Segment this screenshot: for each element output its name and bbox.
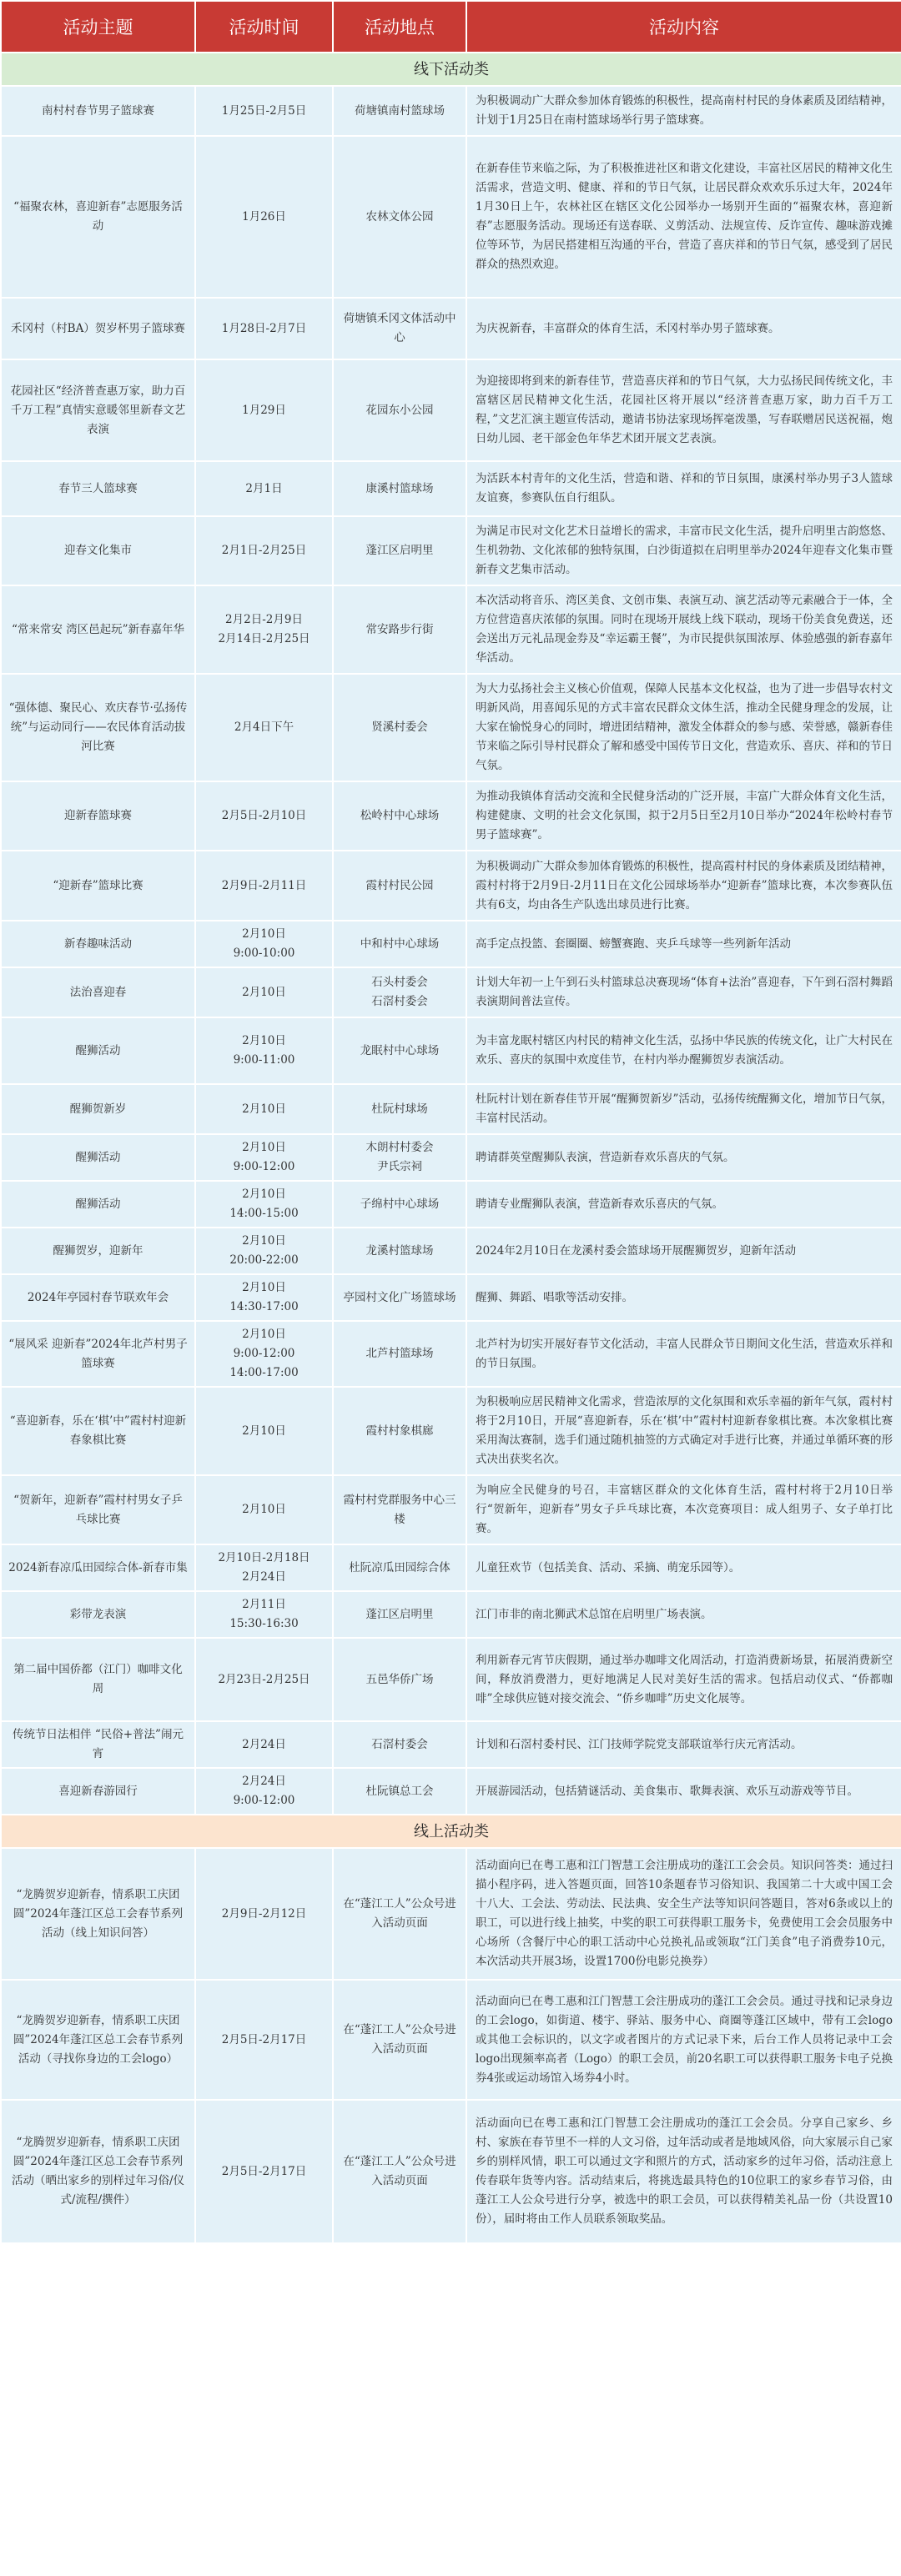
table-row [1,516,901,585]
activity-place: 木朗村村委会 尹氏宗祠 [333,1134,466,1181]
activity-place: 霞村村党群服务中心三楼 [333,1475,466,1544]
activity-content: 为积极响应居民精神文化需求，营造浓厚的文化氛围和欢乐幸福的新年气氛，霞村村将于2月10日，开展“喜迎新春，乐在‘棋’中”霞村村迎新春象棋比赛。本次象棋比赛采用淘汰赛制，选手们通过随机抽签的方式确定对手进行比赛，并通过单循环赛的形式决出获奖名次。 [466,1387,901,1475]
activity-content: 为积极调动广大群众参加体育锻炼的积极性，提高霞村村民的身体素质及团结精神，霞村村将于2月9日-2月11日在文化公园球场举办“迎新春”篮球比赛，本次参赛队伍共有6支，均由各生产队选出球员进行比赛。 [466,851,901,921]
activity-theme: 法治喜迎春 [1,967,195,1017]
activity-theme: 第二届中国侨都（江门）咖啡文化周 [1,1638,195,1721]
activity-time: 2月4日下午 [195,674,333,781]
activity-theme: “龙腾贺岁迎新春，情系职工庆团圆”2024年蓬江区总工会春节系列活动（晒出家乡的别样过年习俗/仪式/流程/撰件） [1,2100,195,2243]
activity-theme: 2024年亭园村春节联欢年会 [1,1274,195,1321]
table-row [1,1768,901,1815]
activity-place: 子绵村中心球场 [333,1181,466,1228]
activity-place: 亭园村文化广场篮球场 [333,1274,466,1321]
activity-content: 杜阮村计划在新春佳节开展“醒狮贺新岁”活动，弘扬传统醒狮文化，增加节日气氛，丰富村民活动。 [466,1084,901,1134]
activity-time: 2月24日 [195,1721,333,1768]
activity-time: 1月25日-2月5日 [195,86,333,136]
activity-time: 1月29日 [195,359,333,461]
category-row [1,1815,901,1848]
activity-place: 蓬江区启明里 [333,516,466,585]
table-row [1,1017,901,1084]
activity-theme: “福聚农林，喜迎新春”志愿服务活动 [1,136,195,298]
activity-place: 农林文体公园 [333,136,466,298]
category-title: 线下活动类 [1,53,901,86]
activity-content: 聘请群英堂醒狮队表演，营造新春欢乐喜庆的气氛。 [466,1134,901,1181]
activity-time: 2月1日-2月25日 [195,516,333,585]
activity-content: 活动面向已在粤工惠和江门智慧工会注册成功的蓬江工会会员。通过寻找和记录身边的工会logo，如街道、楼宇、驿站、服务中心、商圈等蓬江区域中，带有工会logo或其他工会标识的，以文字或者图片的方式记录下来，后台工作人员将记录中工会logo出现频率高者（Logo）的职工会员，前20名职工可以获得职工服务卡电子兑换券4张或运动场馆入场券4小时。 [466,1980,901,2100]
activity-time: 1月26日 [195,136,333,298]
activity-place: 在“蓬江工人”公众号进入活动页面 [333,1848,466,1980]
activity-theme: 醒狮活动 [1,1181,195,1228]
activity-time: 2月10日 [195,967,333,1017]
table-row [1,1387,901,1475]
activity-theme: 禾冈村（村BA）贺岁杯男子篮球赛 [1,298,195,359]
table-row [1,1980,901,2100]
activity-place: 常安路步行街 [333,585,466,674]
activity-theme: 花园社区“经济普查惠万家，助力百千万工程”真情实意暖邻里新春文艺表演 [1,359,195,461]
activity-theme: “龙腾贺岁迎新春，情系职工庆团圆”2024年蓬江区总工会春节系列活动（线上知识问答） [1,1848,195,1980]
activity-theme: 迎新春篮球赛 [1,781,195,851]
table-row [1,1228,901,1274]
activity-content: 聘请专业醒狮队表演，营造新春欢乐喜庆的气氛。 [466,1181,901,1228]
category-row [1,53,901,86]
activity-time: 2月10日 [195,1387,333,1475]
table-row [1,674,901,781]
activity-place: 荷塘镇禾冈文体活动中心 [333,298,466,359]
activity-time: 2月2日-2月9日 2月14日-2月25日 [195,585,333,674]
activity-time: 2月10日-2月18日 2月24日 [195,1544,333,1591]
activity-theme: “迎新春”篮球比赛 [1,851,195,921]
activity-place: 霞村村象棋廊 [333,1387,466,1475]
header-time: 活动时间 [195,1,333,53]
activity-content: 2024年2月10日在龙溪村委会篮球场开展醒狮贺岁，迎新年活动 [466,1228,901,1274]
activity-time: 1月28日-2月7日 [195,298,333,359]
activity-theme: “龙腾贺岁迎新春，情系职工庆团圆”2024年蓬江区总工会春节系列活动（寻找你身边的工会logo） [1,1980,195,2100]
activity-time: 2月1日 [195,461,333,516]
activity-theme: “贺新年，迎新春”霞村村男女子乒乓球比赛 [1,1475,195,1544]
table-row [1,1084,901,1134]
activity-theme: “喜迎新春，乐在‘棋’中”霞村村迎新春象棋比赛 [1,1387,195,1475]
table-row [1,298,901,359]
activity-place: 花园东小公园 [333,359,466,461]
activity-place: 杜阮镇总工会 [333,1768,466,1815]
activity-time: 2月10日 14:00-15:00 [195,1181,333,1228]
activity-theme: 醒狮贺岁，迎新年 [1,1228,195,1274]
activity-content: 为迎接即将到来的新春佳节，营造喜庆祥和的节日气氛，大力弘扬民间传统文化，丰富辖区居民精神文化生活，花园社区将开展以“经济普查惠万家，助力百千万工程，”文艺汇演主题宣传活动，邀请书协法家现场挥毫泼墨，写春联赠居民送祝福，炮日幼儿园、老干部金色年华艺术团开展文艺表演。 [466,359,901,461]
table-row [1,359,901,461]
table-row [1,2100,901,2243]
header-content: 活动内容 [466,1,901,53]
activity-time: 2月10日 9:00-11:00 [195,1017,333,1084]
activity-theme: 彩带龙表演 [1,1591,195,1638]
activity-place: 石滘村委会 [333,1721,466,1768]
activity-place: 在“蓬江工人”公众号进入活动页面 [333,2100,466,2243]
activity-place: 松岭村中心球场 [333,781,466,851]
activity-content: 活动面向已在粤工惠和江门智慧工会注册成功的蓬江工会会员。知识问答类：通过扫描小程序码，进入答题页面，回答10条题春节习俗知识、我国第二十大或中国工会十八大、工会法、劳动法、民法典、安全生产法等知识问答题目，答对6条或以上的职工，可以进行线上抽奖，中奖的职工可获得职工服务卡，免费使用工会会员服务中心场所（含餐厅中心的职工活动中心兑换礼品或领取“江门美食”电子消费券10元，本次活动共开展3场，设置1700份电影兑换券） [466,1848,901,1980]
activity-content: 为庆祝新春，丰富群众的体育生活，禾冈村举办男子篮球赛。 [466,298,901,359]
table-row [1,461,901,516]
activity-time: 2月9日-2月12日 [195,1848,333,1980]
activity-time: 2月10日 9:00-12:00 [195,1134,333,1181]
table-row [1,1134,901,1181]
table-row [1,585,901,674]
activity-place: 龙眠村中心球场 [333,1017,466,1084]
table-row [1,1321,901,1387]
activity-time: 2月5日-2月10日 [195,781,333,851]
table-header-row [1,1,901,53]
activity-place: 康溪村篮球场 [333,461,466,516]
activity-theme: 醒狮贺新岁 [1,1084,195,1134]
activity-theme: 迎春文化集市 [1,516,195,585]
activity-theme: 南村村春节男子篮球赛 [1,86,195,136]
activity-time: 2月5日-2月17日 [195,1980,333,2100]
table-row [1,1591,901,1638]
activity-theme: 2024新春凉瓜田园综合体-新春市集 [1,1544,195,1591]
activity-theme: 传统节日法相伴 “民俗+普法”闹元宵 [1,1721,195,1768]
activity-theme: “展风采 迎新春”2024年北芦村男子篮球赛 [1,1321,195,1387]
activity-content: 开展游园活动，包括猜谜活动、美食集市、歌舞表演、欢乐互动游戏等节目。 [466,1768,901,1815]
table-row [1,851,901,921]
activity-place: 龙溪村篮球场 [333,1228,466,1274]
activity-theme: 新春趣味活动 [1,921,195,967]
activity-content: 为响应全民健身的号召，丰富辖区群众的文化体育生活，霞村村将于2月10日举行“贺新年，迎新春”男女子乒乓球比赛，本次竞赛项目：成人组男子、女子单打比赛。 [466,1475,901,1544]
table-row [1,86,901,136]
activity-content: 为大力弘扬社会主义核心价值观，保障人民基本文化权益，也为了进一步倡导农村文明新风尚，用喜闻乐见的方式丰富农民群众文体生活，推动全民健身理念的发展，让大家在愉悦身心的同时，增进团结精神，激发全体群众的参与感、荣誉感，赣新春佳节来临之际引导村民群众了解和感受中国传节日文化，营造欢乐、喜庆、祥和的节日气氛。 [466,674,901,781]
activity-time: 2月10日 [195,1475,333,1544]
activity-place: 在“蓬江工人”公众号进入活动页面 [333,1980,466,2100]
activity-content: 为丰富龙眠村辖区内村民的精神文化生活，弘扬中华民族的传统文化，让广大村民在欢乐、喜庆的氛围中欢度佳节，在村内举办醒狮贺岁表演活动。 [466,1017,901,1084]
activity-content: 北芦村为切实开展好春节文化活动，丰富人民群众节日期间文化生活，营造欢乐祥和的节日氛围。 [466,1321,901,1387]
table-row [1,781,901,851]
activity-time: 2月24日 9:00-12:00 [195,1768,333,1815]
activity-time: 2月10日 14:30-17:00 [195,1274,333,1321]
activity-place: 贤溪村委会 [333,674,466,781]
activity-theme: “常来常安 湾区邑起玩”新春嘉年华 [1,585,195,674]
activity-time: 2月10日 [195,1084,333,1134]
activity-place: 杜阮村球场 [333,1084,466,1134]
activity-content: 计划和石滘村委村民、江门技师学院党支部联谊举行庆元宵活动。 [466,1721,901,1768]
activity-content: 醒狮、舞蹈、唱歌等活动安排。 [466,1274,901,1321]
table-row [1,967,901,1017]
table-row [1,1274,901,1321]
activity-content: 计划大年初一上午到石头村篮球总决赛现场“体育+法治”喜迎春，下午到石滘村舞蹈表演期间普法宣传。 [466,967,901,1017]
table-body [1,53,901,2243]
table-row [1,921,901,967]
activity-place: 霞村村民公园 [333,851,466,921]
activity-time: 2月23日-2月25日 [195,1638,333,1721]
activity-place: 杜阮凉瓜田园综合体 [333,1544,466,1591]
category-title: 线上活动类 [1,1815,901,1848]
activity-theme: “强体德、聚民心、欢庆春节·弘扬传统”与运动同行——农民体育活动拔河比赛 [1,674,195,781]
header-theme: 活动主题 [1,1,195,53]
activity-time: 2月9日-2月11日 [195,851,333,921]
table-row [1,1721,901,1768]
activity-place: 石头村委会 石滘村委会 [333,967,466,1017]
table-row [1,1181,901,1228]
activity-theme: 春节三人篮球赛 [1,461,195,516]
header-place: 活动地点 [333,1,466,53]
activity-time: 2月10日 9:00-10:00 [195,921,333,967]
activity-content: 在新春佳节来临之际，为了积极推进社区和谐文化建设，丰富社区居民的精神文化生活需求，营造文明、健康、祥和的节日气氛，让居民群众欢欢乐乐过大年，2024年1月30日上午，农林社区在辖区文化公园举办一场别开生面的“福聚农林，喜迎新春”志愿服务活动。现场还有送春联、义剪活动、法规宣传、反诈宣传、趣味游戏摊位等环节，为居民搭建相互沟通的平台，营造了喜庆祥和的节日气氛，感受到了居民群众的热烈欢迎。 [466,136,901,298]
activity-theme: 醒狮活动 [1,1017,195,1084]
activity-content: 江门市非的南北狮武术总馆在启明里广场表演。 [466,1591,901,1638]
activity-time: 2月10日 20:00-22:00 [195,1228,333,1274]
activity-place: 蓬江区启明里 [333,1591,466,1638]
activity-theme: 喜迎新春游园行 [1,1768,195,1815]
activity-place: 北芦村篮球场 [333,1321,466,1387]
table-row [1,1544,901,1591]
activity-content: 为满足市民对文化艺术日益增长的需求，丰富市民文化生活，提升启明里古韵悠悠、生机勃勃、文化浓郁的独特氛围，白沙街道拟在启明里举办2024年迎春文化集市暨新春文艺集市活动。 [466,516,901,585]
activity-place: 荷塘镇南村篮球场 [333,86,466,136]
activity-place: 中和村中心球场 [333,921,466,967]
activity-time: 2月11日 15:30-16:30 [195,1591,333,1638]
table-row [1,1638,901,1721]
table-row [1,136,901,298]
table-row [1,1475,901,1544]
activity-content: 本次活动将音乐、湾区美食、文创市集、表演互动、演艺活动等元素融合于一体，全方位营造喜庆浓郁的氛围。同时在现场开展线上线下联动，现场干份美食免费送，还会送出万元礼品现金券及“幸运霸王餐”，为市民提供氛围浓厚、体验感强的新春嘉年华活动。 [466,585,901,674]
activity-content: 高手定点投篮、套圈圈、螃蟹赛跑、夹乒乓球等一些列新年活动 [466,921,901,967]
activity-content: 为积极调动广大群众参加体育锻炼的积极性，提高南村村民的身体素质及团结精神，计划于1月25日在南村篮球场举行男子篮球赛。 [466,86,901,136]
activity-content: 为活跃本村青年的文化生活，营造和谐、祥和的节日氛围，康溪村举办男子3人篮球友谊赛，参赛队伍自行组队。 [466,461,901,516]
table-row [1,1848,901,1980]
activity-content: 利用新春元宵节庆假期，通过举办咖啡文化周活动，打造消费新场景，拓展消费新空间，释放消费潜力，更好地满足人民对美好生活的需求。包括启动仪式、“侨都咖啡”全球供应链对接交流会、“侨乡咖啡”历史文化展等。 [466,1638,901,1721]
activity-place: 五邑华侨广场 [333,1638,466,1721]
activity-content: 活动面向已在粤工惠和江门智慧工会注册成功的蓬江工会会员。分享自己家乡、乡村、家族在春节里不一样的人文习俗，过年活动或者是地域风俗，向大家展示自己家乡的别样风情，职工可以通过文字和照片的方式，活动家乡的过年习俗，活动注意上传春联年货等内容。活动结束后，将挑选最具特色的10位职工的家乡春节习俗，由蓬江工人公众号进行分享，被选中的职工会员，可以获得精美礼品一份（共设置10份），届时将由工作人员联系领取奖品。 [466,2100,901,2243]
activity-time: 2月5日-2月17日 [195,2100,333,2243]
activity-theme: 醒狮活动 [1,1134,195,1181]
activity-time: 2月10日 9:00-12:00 14:00-17:00 [195,1321,333,1387]
activity-content: 儿童狂欢节（包括美食、活动、采摘、萌宠乐园等）。 [466,1544,901,1591]
activity-content: 为推动我镇体育活动交流和全民健身活动的广泛开展，丰富广大群众体育文化生活，构建健康、文明的社会文化氛围，拟于2月5日至2月10日举办“2024年松岭村春节男子篮球赛”。 [466,781,901,851]
